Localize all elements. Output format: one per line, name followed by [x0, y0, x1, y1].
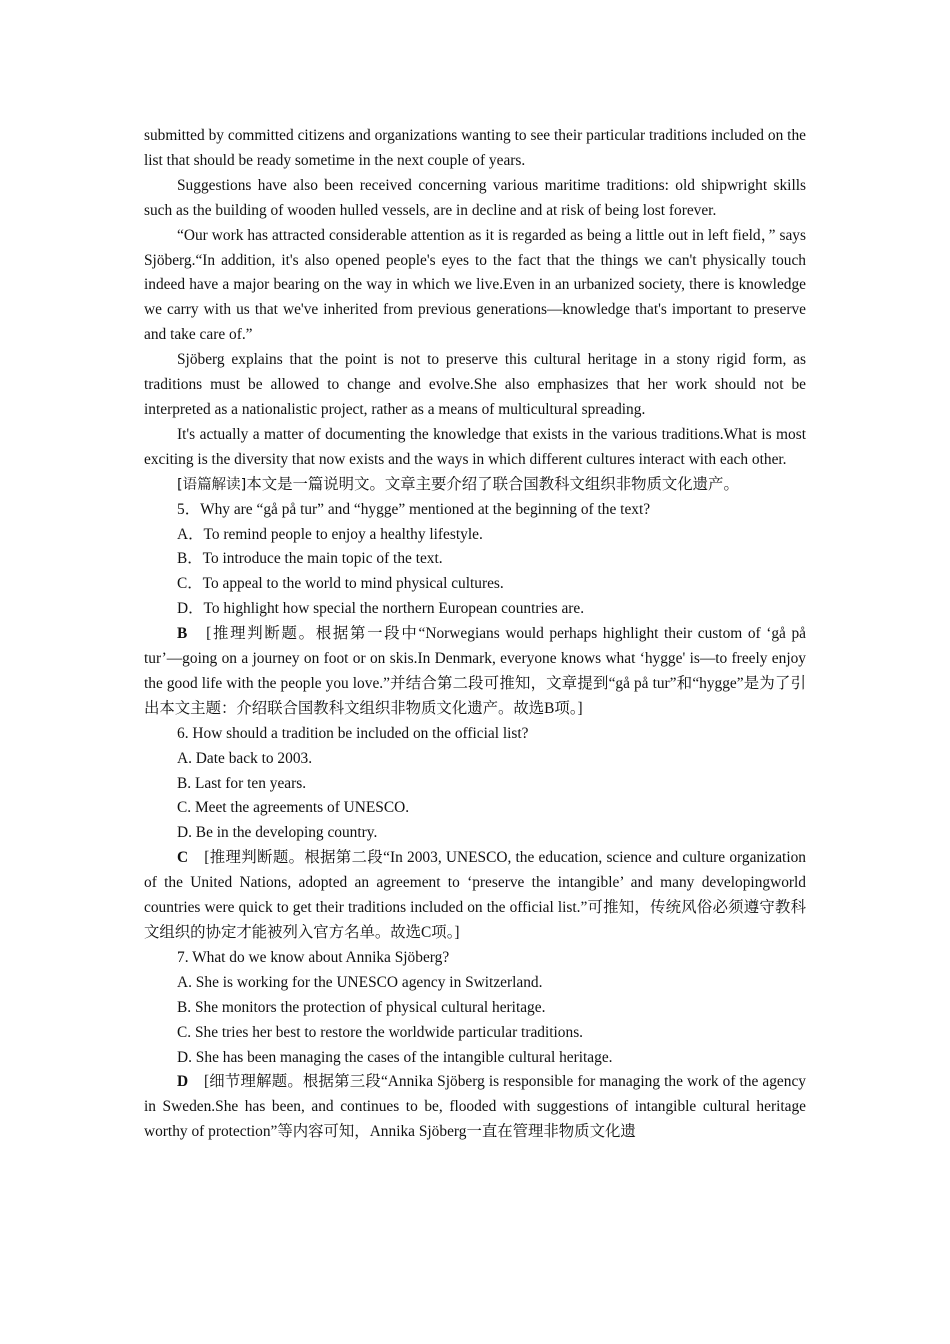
question-option: D. Be in the developing country.	[177, 824, 378, 842]
passage-paragraph-2: Suggestions have also been received concerning various maritime traditions: old shipwright skills such as the building of wooden hulled vessels, are in decline and at risk of being lost forever.	[144, 176, 806, 219]
answer-letter: B	[177, 625, 188, 643]
answer-letter: C	[177, 849, 189, 867]
answer-explanation	[144, 846, 806, 946]
analysis-tag: [语篇解读]	[177, 476, 247, 493]
question-option: A. Date back to 2003.	[177, 749, 313, 767]
question-stem: 7. What do we know about Annika Sjöberg?	[177, 948, 450, 966]
question-option: A．To remind people to enjoy a healthy lifestyle.	[177, 525, 483, 543]
answer-explanation	[144, 1070, 806, 1145]
passage-paragraph-3: “Our work has attracted considerable attention as it is regarded as being a little out in left field，” says Sjöberg.“In addition, it's also opened people's eyes to the fact that the things we can't physically touch indeed have a major bearing on the way in which we live.Even in an urbanized society, there is knowledge we carry with us that we've inherited from previous generations—knowledge that's important to preserve and take care of.”	[144, 226, 806, 344]
question-option: D. She has been managing the cases of the intangible cultural heritage.	[177, 1048, 613, 1066]
question-option: B. She monitors the protection of physical cultural heritage.	[177, 998, 546, 1016]
question-option: C. Meet the agreements of UNESCO.	[177, 799, 410, 817]
passage-paragraph-5: It's actually a matter of documenting the knowledge that exists in the various traditions.What is most exciting is the diversity that now exists and the ways in which different cultures interact with each other.	[144, 425, 806, 468]
question-stem: 5．Why are “gå på tur” and “hygge” mentioned at the beginning of the text?	[177, 500, 651, 518]
answer-letter: D	[177, 1073, 189, 1091]
question-option: B．To introduce the main topic of the text.	[177, 550, 443, 568]
question-option: B. Last for ten years.	[177, 774, 307, 792]
answer-explanation	[144, 622, 806, 722]
passage-paragraph-1: submitted by committed citizens and organizations wanting to see their particular traditions included on the list that should be ready sometime in the next couple of years.	[144, 127, 806, 169]
question-option: C. She tries her best to restore the worldwide particular traditions.	[177, 1023, 584, 1041]
passage-paragraph-4: Sjöberg explains that the point is not to preserve this cultural heritage in a stony rigid form, as traditions must be allowed to change and evolve.She also emphasizes that her work should not be interpreted as a nationalistic project, rather as a means of multicultural spreading.	[144, 351, 806, 418]
explanation-text: [推理判断题。根据第一段中“Norwegians would perhaps highlight their custom of ‘gå på tur’—going on a journey on foot or on skis.In Denmark, everyone knows what ‘hygge' is—to freely enjoy the good life with the people you love.”并结合第二段可推知，文章提到“gå på tur”和“hygge”是为了引出本文主题：介绍联合国教科文组织非物质文化遗产。故选B项。]	[144, 625, 806, 717]
explanation-text: [细节理解题。根据第三段“Annika Sjöberg is responsible for managing the work of the agency in Sweden.She has been, and continues to be, flooded with suggestions of intangible cultural heritage worthy of protection”等内容可知，Annika Sjöberg一直在管理非物质文化遗	[144, 1073, 806, 1141]
question-stem: 6. How should a tradition be included on the official list?	[177, 724, 529, 742]
analysis-text: 本文是一篇说明文。文章主要介绍了联合国教科文组织非物质文化遗产。	[246, 475, 739, 493]
question-option: A. She is working for the UNESCO agency in Switzerland.	[177, 973, 543, 991]
passage-analysis	[144, 473, 806, 498]
explanation-text: [推理判断题。根据第二段“In 2003, UNESCO, the education, science and culture organization of the United Nations, adopted an agreement to ‘preserve the intangible’ and many developingworld countries were quick to get their traditions included on the official list.”可推知，传统风俗必须遵守教科文组织的协定才能被列入官方名单。故选C项。]	[144, 849, 806, 941]
question-option: D．To highlight how special the northern European countries are.	[177, 600, 585, 618]
question-option: C．To appeal to the world to mind physical cultures.	[177, 575, 504, 593]
document-page	[144, 124, 806, 1145]
